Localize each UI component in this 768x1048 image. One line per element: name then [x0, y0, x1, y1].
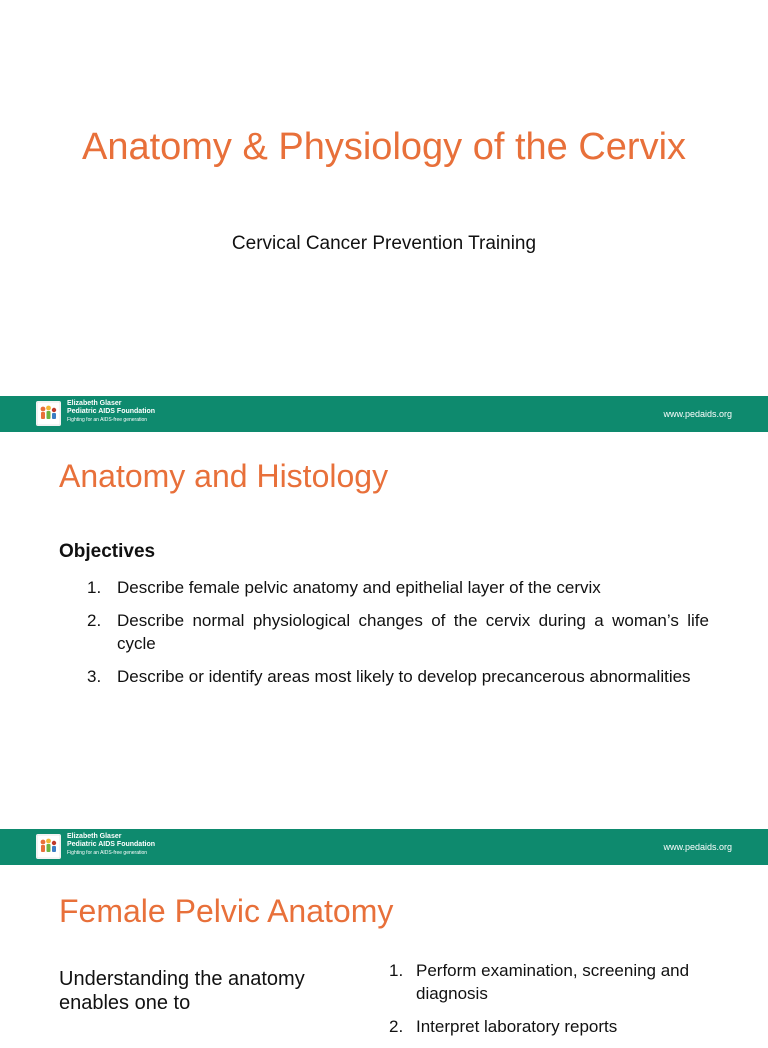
pelvic-anatomy-slide: [0, 865, 768, 1036]
website-link[interactable]: www.pedaids.org: [663, 842, 732, 852]
list-text: Describe female pelvic anatomy and epithelial layer of the cervix: [117, 578, 601, 597]
objectives-list: [87, 576, 709, 698]
children-logo-icon: [36, 834, 61, 859]
org-name-line2: Pediatric AIDS Foundation: [67, 841, 156, 848]
list-item: [87, 665, 709, 688]
list-number: 2.: [87, 611, 102, 630]
slide-footer-bar: [0, 829, 768, 865]
list-text: Interpret laboratory reports: [416, 1017, 618, 1036]
slide-title: Female Pelvic Anatomy: [59, 893, 394, 929]
objectives-slide: [0, 432, 768, 829]
list-item: [87, 609, 709, 655]
objectives-heading: Objectives: [59, 541, 156, 562]
list-item: [87, 576, 709, 599]
list-number: 1.: [389, 961, 404, 980]
org-name-line1: Elizabeth Glaser: [67, 833, 122, 840]
slide-subtitle: Cervical Cancer Prevention Training: [231, 233, 537, 254]
slide-title: Anatomy and Histology: [59, 458, 389, 494]
website-link[interactable]: www.pedaids.org: [663, 409, 732, 419]
list-text: Describe normal physiological changes of the cervix during a woman’s life cycle: [117, 611, 709, 653]
list-text: Describe or identify areas most likely to develop precancerous abnormalities: [117, 667, 691, 686]
list-text: Perform examination, screening and diagnosis: [416, 961, 690, 1003]
title-slide: [0, 0, 768, 396]
org-tagline: Fighting for an AIDS-free generation: [67, 417, 148, 423]
org-name-line1: Elizabeth Glaser: [67, 400, 122, 407]
list-number: 3.: [87, 667, 102, 686]
list-item: [389, 1015, 739, 1038]
foundation-logo-text: [67, 400, 155, 424]
list-number: 2.: [389, 1017, 404, 1036]
list-item: [389, 959, 739, 1005]
foundation-logo-text: [67, 833, 155, 857]
list-number: 1.: [87, 578, 102, 597]
purpose-list: [389, 959, 739, 1048]
slide-title: Anatomy & Physiology of the Cervix: [81, 126, 687, 168]
org-tagline: Fighting for an AIDS-free generation: [67, 850, 148, 856]
slide-footer-bar: [0, 396, 768, 432]
org-name-line2: Pediatric AIDS Foundation: [67, 408, 156, 415]
children-logo-icon: [36, 401, 61, 426]
intro-text: Understanding the anatomy enables one to: [59, 968, 305, 1014]
